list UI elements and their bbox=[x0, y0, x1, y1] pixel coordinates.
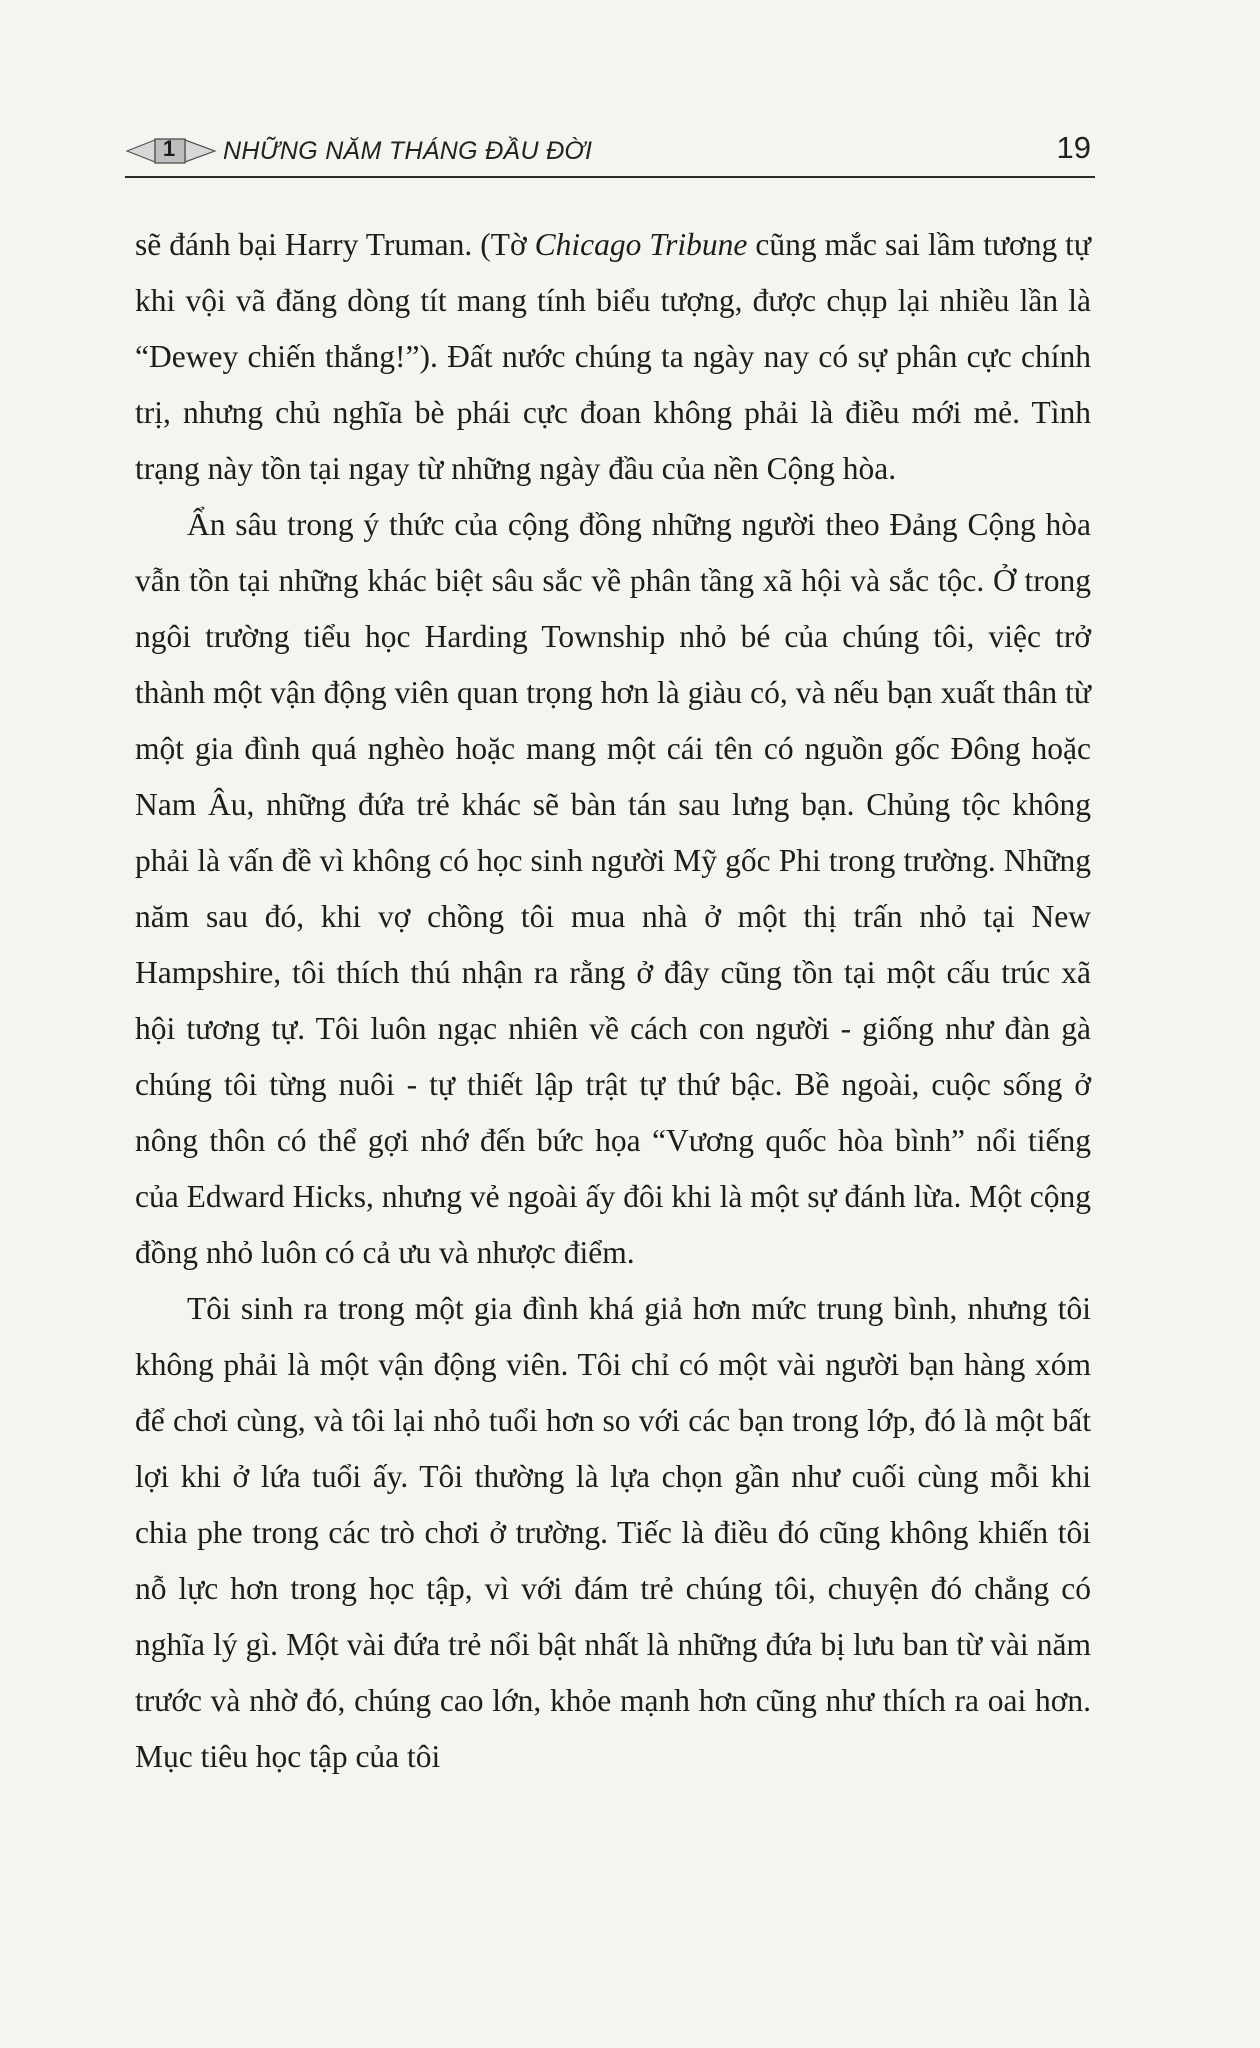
paragraph-1 bbox=[135, 217, 1091, 497]
newspaper-title: Chicago Tribune bbox=[534, 227, 748, 262]
chapter-title: NHỮNG NĂM THÁNG ĐẦU ĐỜI bbox=[223, 137, 593, 165]
paragraph-3: Tôi sinh ra trong một gia đình khá giả hơn mức trung bình, nhưng tôi không phải là một vận động viên. Tôi chỉ có một vài người bạn hàng xóm để chơi cùng, và tôi lại nhỏ tuổi hơn so với các bạn trong lớp, đó là một bất lợi khi ở lứa tuổi ấy. Tôi thường là lựa chọn gần như cuối cùng mỗi khi chia phe trong các trò chơi ở trường. Tiếc là điều đó cũng không khiến tôi nỗ lực hơn trong học tập, vì với đám trẻ chúng tôi, chuyện đó chẳng có nghĩa lý gì. Một vài đứa trẻ nổi bật nhất là những đứa bị lưu ban từ vài năm trước và nhờ đó, chúng cao lớn, khỏe mạnh hơn cũng như thích ra oai hơn. Mục tiêu học tập của tôi bbox=[135, 1291, 1091, 1774]
page-number: 19 bbox=[1056, 130, 1091, 165]
running-header bbox=[125, 132, 1095, 178]
chapter-marker bbox=[125, 136, 221, 166]
chapter-number: 1 bbox=[162, 136, 176, 161]
body-text bbox=[135, 217, 1091, 1785]
paragraph-1-text-b: cũng mắc sai lầm tương tự khi vội vã đăng dòng tít mang tính biểu tượng, được chụp lại nhiều lần là “Dewey chiến thắng!”). Đất nước chúng ta ngày nay có sự phân cực chính trị, nhưng chủ nghĩa bè phái cực đoan không phải là điều mới mẻ. Tình trạng này tồn tại ngay từ những ngày đầu của nền Cộng hòa. bbox=[135, 227, 1092, 486]
paragraph-2: Ẩn sâu trong ý thức của cộng đồng những người theo Đảng Cộng hòa vẫn tồn tại những khác biệt sâu sắc về phân tầng xã hội và sắc tộc. Ở trong ngôi trường tiểu học Harding Township nhỏ bé của chúng tôi, việc trở thành một vận động viên quan trọng hơn là giàu có, và nếu bạn xuất thân từ một gia đình quá nghèo hoặc mang một cái tên có nguồn gốc Đông hoặc Nam Âu, những đứa trẻ khác sẽ bàn tán sau lưng bạn. Chủng tộc không phải là vấn đề vì không có học sinh người Mỹ gốc Phi trong trường. Những năm sau đó, khi vợ chồng tôi mua nhà ở một thị trấn nhỏ tại New Hampshire, tôi thích thú nhận ra rằng ở đây cũng tồn tại một cấu trúc xã hội tương tự. Tôi luôn ngạc nhiên về cách con người - giống như đàn gà chúng tôi từng nuôi - tự thiết lập trật tự thứ bậc. Bề ngoài, cuộc sống ở nông thôn có thể gợi nhớ đến bức họa “Vương quốc hòa bình” nổi tiếng của Edward Hicks, nhưng vẻ ngoài ấy đôi khi là một sự đánh lừa. Một cộng đồng nhỏ luôn có cả ưu và nhược điểm. bbox=[135, 507, 1091, 1270]
paragraph-1-text-a: sẽ đánh bại Harry Truman. (Tờ bbox=[135, 227, 535, 262]
